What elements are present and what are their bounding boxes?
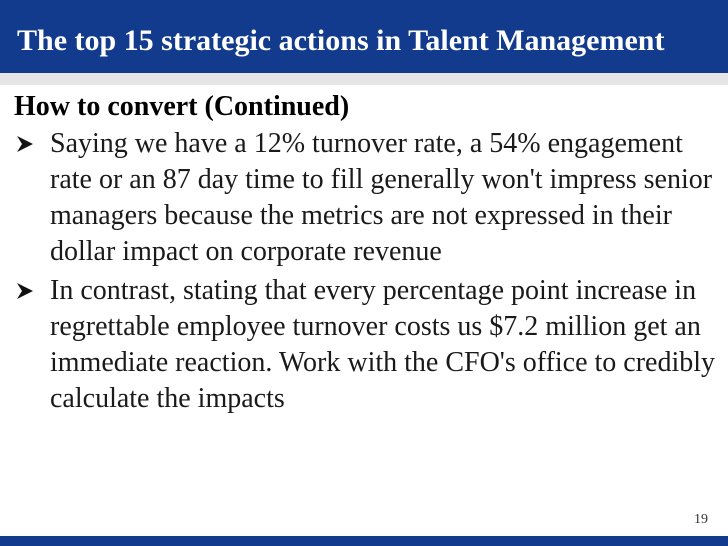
bullet-list <box>14 126 719 420</box>
page-number: 19 <box>694 512 708 527</box>
section-heading: How to convert (Continued) <box>14 91 350 122</box>
bullet-text: Saying we have a 12% turnover rate, a 54% engagement rate or an 87 day time to fill generally won't impress senior managers because the metrics are not expressed in their dollar impact on corporate revenue <box>50 128 713 267</box>
bullet-text: In contrast, stating that every percentage point increase in regrettable employee turnover costs us $7.2 million get an immediate reaction. Work with the CFO's office to credibly calculate the impacts <box>50 275 716 414</box>
title-bar <box>0 0 728 73</box>
bullet-item <box>14 273 719 417</box>
arrow-bullet-icon <box>16 273 40 309</box>
bottom-bar <box>0 536 728 546</box>
title-divider <box>0 73 728 85</box>
bullet-item <box>14 126 719 270</box>
slide-title: The top 15 strategic actions in Talent Management <box>17 24 665 57</box>
arrow-bullet-icon <box>16 126 40 162</box>
